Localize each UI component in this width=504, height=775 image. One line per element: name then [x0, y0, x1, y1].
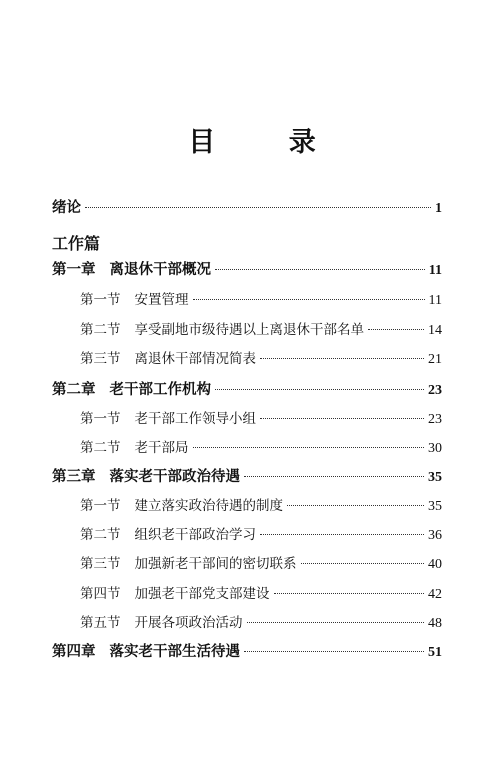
toc-entry-text: 享受副地市级待遇以上离退休干部名单	[134, 322, 364, 338]
toc-entry-number: 第四章	[52, 643, 96, 660]
toc-entry-page: 23	[428, 412, 442, 427]
toc-chapter[interactable]	[52, 378, 442, 399]
toc-section[interactable]	[80, 347, 442, 368]
leader-dots	[301, 563, 425, 564]
leader-dots	[274, 593, 425, 594]
leader-dots	[247, 622, 425, 623]
toc-entry-label	[80, 552, 297, 572]
toc-intro-page: 1	[435, 201, 442, 216]
leader-dots	[244, 651, 424, 652]
toc-chapter[interactable]	[52, 640, 442, 661]
leader-dots	[215, 389, 424, 390]
toc-entry-number: 第二节	[80, 440, 121, 456]
leader-dots	[85, 207, 431, 208]
toc-entry-text: 落实老干部政治待遇	[109, 468, 240, 485]
leader-dots	[244, 476, 424, 477]
toc-entry-number: 第二节	[80, 322, 121, 338]
toc-chapter[interactable]	[52, 258, 442, 279]
toc-intro[interactable]	[52, 196, 442, 217]
leader-dots	[260, 534, 424, 535]
toc-entry-page: 40	[428, 557, 442, 572]
toc-entry-text: 离退休干部概况	[109, 261, 211, 278]
toc-entry-number: 第一章	[52, 261, 96, 278]
toc-entry-label	[80, 523, 256, 543]
toc-entry-number: 第一节	[80, 411, 121, 427]
leader-dots	[260, 418, 424, 419]
toc-section[interactable]	[80, 494, 442, 515]
toc-section[interactable]	[80, 552, 442, 573]
toc-entry-number: 第一节	[80, 292, 121, 308]
toc-entry-number: 第四节	[80, 586, 121, 602]
leader-dots	[287, 505, 424, 506]
toc-entry-page: 51	[428, 645, 442, 660]
leader-dots	[260, 358, 424, 359]
toc-entry-text: 开展各项政治活动	[134, 615, 243, 631]
toc-entry-page: 21	[428, 352, 442, 367]
toc-entry-number: 第三节	[80, 351, 121, 367]
toc-entry-label	[80, 407, 256, 427]
toc-entry-text: 老干部工作领导小组	[134, 411, 256, 427]
toc-entry-text: 离退休干部情况简表	[134, 351, 256, 367]
toc-entry-text: 组织老干部政治学习	[134, 527, 256, 543]
toc-entry-page: 11	[428, 263, 442, 278]
toc-entry-number: 第三节	[80, 556, 121, 572]
leader-dots	[215, 269, 425, 270]
toc-section[interactable]	[80, 582, 442, 603]
toc-entry-page: 30	[428, 441, 442, 456]
toc-entry-label	[80, 582, 270, 602]
toc-entry-number: 第二章	[52, 381, 96, 398]
toc-entry-label	[52, 258, 211, 279]
toc-entry-label	[52, 378, 211, 399]
leader-dots	[193, 299, 425, 300]
leader-dots	[368, 329, 424, 330]
toc-entry-label	[52, 640, 240, 661]
page-title: 目 录	[188, 127, 348, 158]
toc-entry-page: 36	[428, 528, 442, 543]
toc-section[interactable]	[80, 611, 442, 632]
toc-entry-text: 落实老干部生活待遇	[109, 643, 240, 660]
toc-entry-page: 48	[428, 616, 442, 631]
toc-entry-label	[52, 465, 240, 486]
toc-entry-text: 加强老干部党支部建设	[134, 586, 270, 602]
toc-section[interactable]	[80, 436, 442, 457]
toc-entry-label	[80, 318, 364, 338]
toc-intro-label: 绪论	[52, 199, 81, 216]
toc-entry-label	[80, 611, 243, 631]
toc-entry-text: 建立落实政治待遇的制度	[134, 498, 283, 514]
toc-entry-number: 第三章	[52, 468, 96, 485]
toc-entry-page: 11	[428, 293, 442, 308]
toc-entry-page: 23	[428, 383, 442, 398]
toc-entry-text: 老干部工作机构	[109, 381, 211, 398]
toc-entry-label	[80, 347, 256, 367]
toc-entry-text: 老干部局	[134, 440, 189, 456]
toc-entry-label	[80, 436, 189, 456]
toc-entry-label	[80, 288, 189, 308]
toc-section[interactable]	[80, 523, 442, 544]
toc-entry-page: 35	[428, 470, 442, 485]
toc-entry-page: 42	[428, 587, 442, 602]
toc-section[interactable]	[80, 288, 442, 309]
toc-entry-label	[80, 494, 283, 514]
toc-section[interactable]	[80, 318, 442, 339]
leader-dots	[193, 447, 425, 448]
toc-entry-page: 35	[428, 499, 442, 514]
toc-entry-page: 14	[428, 323, 442, 338]
toc-section[interactable]	[80, 407, 442, 428]
toc-entry-text: 加强新老干部间的密切联系	[134, 556, 297, 572]
toc-entry-number: 第五节	[80, 615, 121, 631]
toc-chapter[interactable]	[52, 465, 442, 486]
toc-entry-text: 安置管理	[134, 292, 189, 308]
part-heading: 工作篇	[52, 234, 101, 253]
toc-entry-number: 第一节	[80, 498, 121, 514]
toc-entry-number: 第二节	[80, 527, 121, 543]
